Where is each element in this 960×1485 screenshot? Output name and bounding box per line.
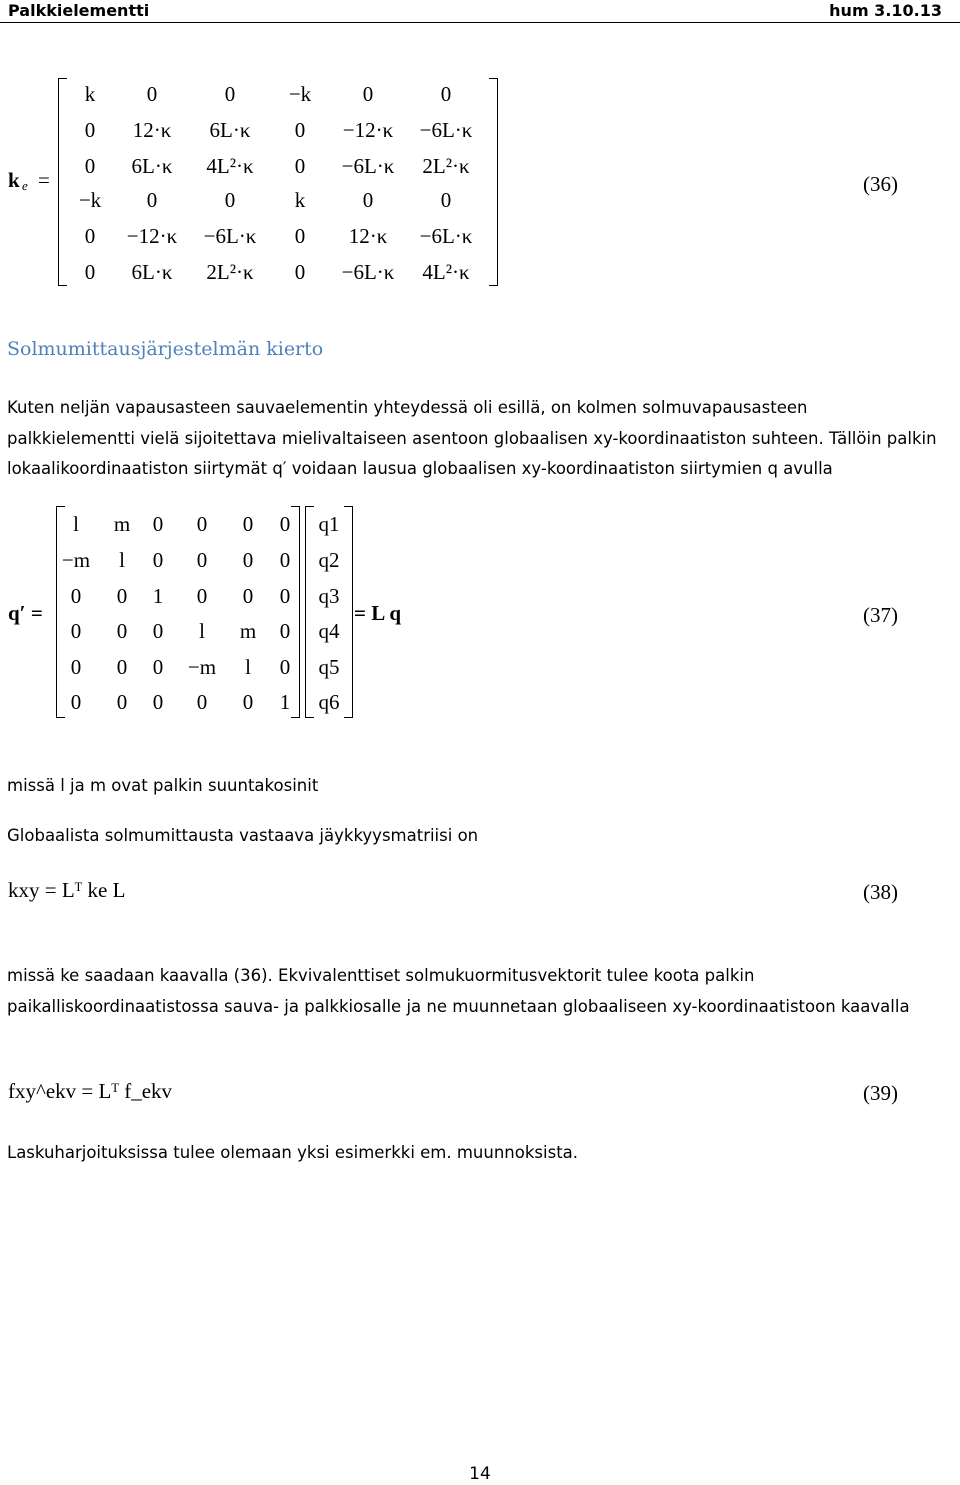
matrix-cell: 2L²·κ	[206, 260, 254, 284]
paragraph-load-vectors: missä ke saadaan kaavalla (36). Ekvivalenttiset solmukuormitusvektorit tulee koota palkin paikalliskoordinaatistossa sauva- ja palkkiosalle ja ne muunnetaan globaaliseen xy-koordinaatistoon kaavalla	[7, 966, 910, 1016]
matrix-cell: 12·κ	[132, 118, 172, 142]
paragraph-rotation-intro: Kuten neljän vapausasteen sauvaelementin yhteydessä oli esillä, on kolmen solmuvapausasteen palkkielementti vielä sijoitettava mielivaltaiseen asentoon globaalisen xy-koordinaatiston suhteen. Tällöin palkin lokaalikoordinaatiston siirtymät q′ voidaan lausua globaalisen xy-koordinaatiston siirtymien q avulla	[7, 398, 937, 478]
vector-cell: q3	[318, 584, 340, 608]
page-header	[0, 0, 960, 23]
vector-cell: q1	[318, 512, 340, 536]
matrix-cell: 1	[152, 584, 164, 608]
matrix-cell: 6L·κ	[131, 154, 173, 178]
matrix-cell: 0	[196, 512, 208, 536]
matrix-cell: −k	[78, 188, 102, 212]
matrix-cell: 0	[279, 548, 291, 572]
matrix-cell: 0	[196, 584, 208, 608]
matrix-cell: l	[245, 655, 251, 679]
matrix-cell: 0	[152, 512, 164, 536]
matrix-cell: 0	[84, 224, 96, 248]
transformation-matrix	[56, 506, 300, 718]
displacement-vector	[305, 506, 353, 718]
vector-cell: q4	[318, 619, 340, 643]
matrix-cell: −12·κ	[342, 118, 394, 142]
eq36-equals: =	[38, 168, 50, 192]
matrix-cell: 0	[70, 619, 82, 643]
vector-cell: q5	[318, 655, 340, 679]
matrix-cell: 0	[116, 619, 128, 643]
matrix-cell: 0	[152, 655, 164, 679]
stiffness-matrix	[58, 78, 498, 286]
matrix-cell: 0	[279, 584, 291, 608]
matrix-cell: 12·κ	[348, 224, 388, 248]
matrix-cell: 1	[279, 690, 291, 714]
matrix-cell: 0	[362, 82, 374, 106]
matrix-cell: 0	[279, 655, 291, 679]
vector-cell: q6	[318, 690, 340, 714]
matrix-cell: k	[84, 82, 96, 106]
matrix-cell: 0	[146, 188, 158, 212]
matrix-cell: 0	[294, 224, 306, 248]
matrix-cell: 0	[224, 82, 236, 106]
vector-bracket-left	[305, 506, 314, 718]
paragraph-direction-cosines: missä l ja m ovat palkin suuntakosinit	[7, 776, 319, 795]
page-number: 14	[469, 1464, 491, 1484]
matrix-cell: k	[294, 188, 306, 212]
equation-number-37: (37)	[863, 603, 898, 627]
matrix-cell: 6L·κ	[209, 118, 251, 142]
matrix-cell: −6L·κ	[203, 224, 257, 248]
matrix-cell: 0	[84, 118, 96, 142]
matrix-bracket-left	[58, 78, 67, 286]
matrix-cell: 0	[70, 690, 82, 714]
eq37-lhs: q′ =	[8, 601, 43, 625]
matrix-cell: 0	[116, 655, 128, 679]
eq38-text: kxy = Lᵀ ke L	[8, 878, 126, 902]
equation-number-36: (36)	[863, 172, 898, 196]
section-heading: Solmumittausjärjestelmän kierto	[7, 338, 324, 360]
matrix-cell: 2L²·κ	[422, 154, 470, 178]
paragraph-global-stiffness: Globaalista solmumittausta vastaava jäykkyysmatriisi on	[7, 826, 479, 845]
matrix-cell: 0	[242, 690, 254, 714]
matrix-cell: 0	[152, 548, 164, 572]
matrix-cell: 0	[242, 548, 254, 572]
matrix-cell: −6L·κ	[419, 118, 473, 142]
matrix-cell: 0	[440, 188, 452, 212]
equation-number-39: (39)	[863, 1081, 898, 1105]
matrix-cell: −6L·κ	[419, 224, 473, 248]
matrix-cell: 0	[116, 584, 128, 608]
matrix-cell: 6L·κ	[131, 260, 173, 284]
matrix-cell: 4L²·κ	[206, 154, 254, 178]
matrix-cell: l	[119, 548, 125, 572]
paragraph-exercises: Laskuharjoituksissa tulee olemaan yksi esimerkki em. muunnoksista.	[7, 1143, 579, 1162]
matrix-cell: −12·κ	[126, 224, 178, 248]
matrix-cell: m	[239, 619, 257, 643]
matrix-cell: 4L²·κ	[422, 260, 470, 284]
header-author-date: hum 3.10.13	[829, 1, 942, 20]
matrix-cell: 0	[294, 118, 306, 142]
matrix-cell: l	[199, 619, 205, 643]
eq36-lhs-symbol: k	[8, 168, 20, 192]
vector-bracket-right	[344, 506, 353, 718]
matrix-cell: 0	[84, 260, 96, 284]
matrix-cell: 0	[70, 584, 82, 608]
equation-number-38: (38)	[863, 880, 898, 904]
matrix-cell: 0	[70, 655, 82, 679]
matrix-cell: −6L·κ	[341, 154, 395, 178]
matrix-cell: 0	[242, 512, 254, 536]
matrix-cell: −6L·κ	[341, 260, 395, 284]
matrix-cell: 0	[196, 548, 208, 572]
eq36-lhs-sub: e	[22, 178, 28, 193]
matrix-bracket-right	[489, 78, 498, 286]
matrix-cell: 0	[362, 188, 374, 212]
matrix-cell: 0	[84, 154, 96, 178]
matrix-bracket-left	[56, 506, 65, 718]
matrix-cell: 0	[116, 690, 128, 714]
eq37-rhs: = L q	[354, 601, 401, 625]
matrix-bracket-right	[291, 506, 300, 718]
matrix-cell: 0	[152, 619, 164, 643]
matrix-cell: 0	[440, 82, 452, 106]
matrix-cell: 0	[294, 260, 306, 284]
vector-cell: q2	[318, 548, 340, 572]
header-title: Palkkielementti	[8, 1, 150, 20]
matrix-cell: 0	[294, 154, 306, 178]
matrix-cell: −k	[288, 82, 312, 106]
matrix-cell: 0	[279, 512, 291, 536]
matrix-cell: 0	[279, 619, 291, 643]
eq39-text: fxy^ekv = Lᵀ f_ekv	[8, 1079, 173, 1103]
matrix-cell: 0	[224, 188, 236, 212]
matrix-cell: 0	[152, 690, 164, 714]
matrix-cell: 0	[242, 584, 254, 608]
matrix-cell: m	[113, 512, 131, 536]
matrix-cell: l	[73, 512, 79, 536]
matrix-cell: 0	[146, 82, 158, 106]
matrix-cell: −m	[61, 548, 91, 572]
matrix-cell: 0	[196, 690, 208, 714]
matrix-cell: −m	[187, 655, 217, 679]
